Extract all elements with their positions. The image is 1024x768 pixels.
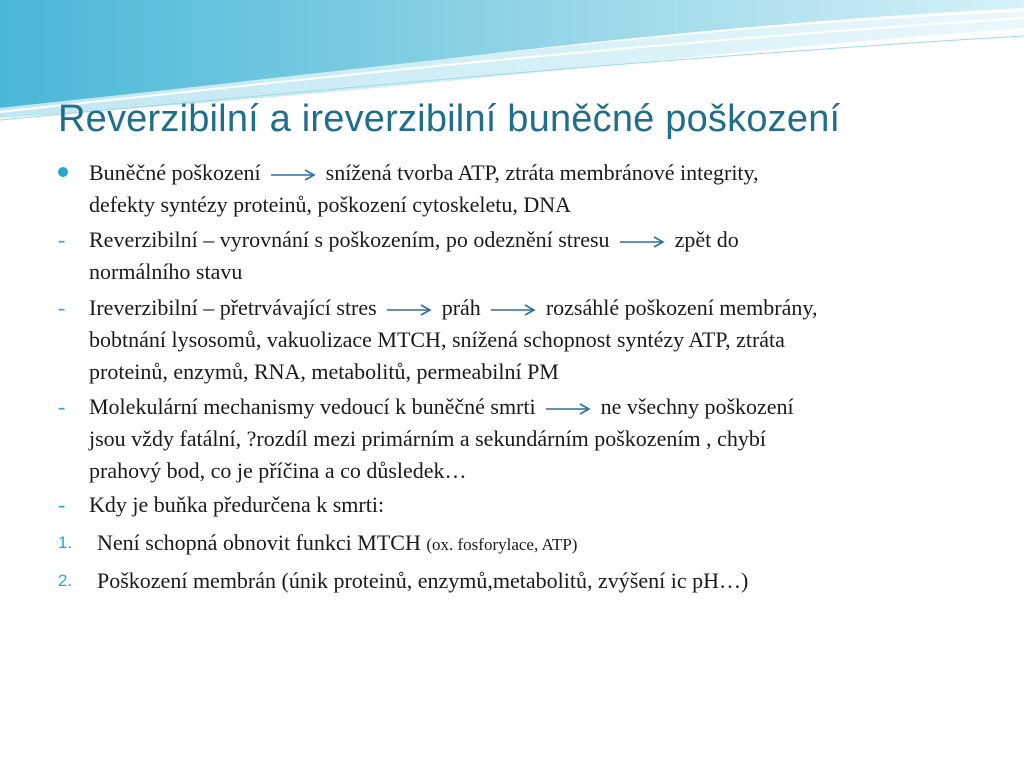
- item-1-text-a: Buněčné poškození: [89, 160, 261, 185]
- arrow-right-icon: [490, 303, 536, 317]
- dash-marker: -: [58, 492, 66, 517]
- item-3-text-b: práh: [441, 295, 481, 320]
- number-marker: 2.: [58, 571, 73, 590]
- list-item: [89, 292, 979, 388]
- dash-marker: -: [58, 394, 66, 419]
- list-item: [97, 565, 987, 597]
- bullet-dot-icon: [58, 167, 68, 177]
- number-marker: 1.: [58, 533, 73, 552]
- arrow-right-icon: [545, 402, 591, 416]
- arrow-right-icon: [270, 168, 316, 182]
- item-6-note: (ox. fosforylace, ATP): [426, 535, 578, 554]
- item-3-text-a: Ireverzibilní – přetrvávající stres: [89, 295, 377, 320]
- list-item: [89, 157, 979, 221]
- item-4-line-3: prahový bod, co je příčina a co důsledek…: [89, 458, 467, 483]
- dash-marker: -: [58, 295, 66, 320]
- item-3-text-c: rozsáhlé poškození membrány,: [545, 295, 818, 320]
- item-3-line-2: bobtnání lysosomů, vakuolizace MTCH, snížená schopnost syntézy ATP, ztráta: [89, 327, 785, 352]
- list-item: [89, 391, 979, 487]
- dash-marker: -: [58, 227, 66, 252]
- item-4-text-a: Molekulární mechanismy vedoucí k buněčné smrti: [89, 394, 536, 419]
- item-6-text: Není schopná obnovit funkci MTCH: [97, 530, 421, 555]
- arrow-right-icon: [386, 303, 432, 317]
- item-2-text-a: Reverzibilní – vyrovnání s poškozením, po odeznění stresu: [89, 227, 610, 252]
- item-7-text: Poškození membrán (únik proteinů, enzymů,metabolitů, zvýšení ic pH…): [97, 568, 749, 593]
- list-item: [89, 224, 979, 288]
- item-2-text-b: zpět do: [674, 227, 739, 252]
- list-item: [89, 489, 979, 521]
- list-item: [97, 527, 987, 561]
- arrow-right-icon: [619, 235, 665, 249]
- slide-title: Reverzibilní a ireverzibilní buněčné poškození: [58, 98, 841, 140]
- item-3-line-3: proteinů, enzymů, RNA, metabolitů, permeabilní PM: [89, 359, 559, 384]
- item-2-line-2: normálního stavu: [89, 259, 243, 284]
- item-1-text-b: snížená tvorba ATP, ztráta membránové integrity,: [325, 160, 759, 185]
- item-5-text: Kdy je buňka předurčena k smrti:: [89, 492, 385, 517]
- item-1-line-2: defekty syntézy proteinů, poškození cytoskeletu, DNA: [89, 192, 572, 217]
- item-4-text-b: ne všechny poškození: [600, 394, 794, 419]
- item-4-line-2: jsou vždy fatální, ?rozdíl mezi primárním a sekundárním poškozením , chybí: [89, 426, 766, 451]
